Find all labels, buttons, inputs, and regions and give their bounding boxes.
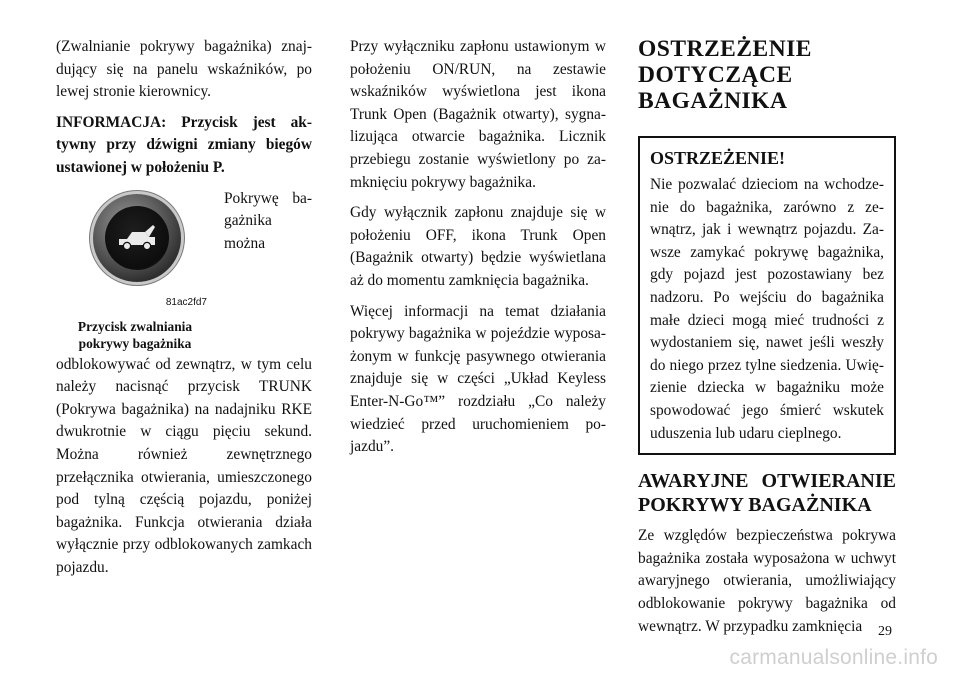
intro-paragraph: (Zwalnianie pokrywy bagażnika) znajdujący się na panelu wskaźników, po lewej stronie kierownicy.: [56, 38, 312, 101]
ignition-off-paragraph: Gdy wyłącznik zapłonu znajduje się w położeniu OFF, ikona Trunk Open (Bagażnik otwarty) będzie wyświetlana aż do momentu zamknięcia bagażnika.: [350, 204, 606, 289]
trunk-release-figure: [58, 194, 212, 352]
trunk-release-button-image: [63, 194, 207, 314]
wrap-paragraph: Pokrywę bagażnika można odblokowywać od zewnątrz, w tym celu należy nacisnąć przycisk TRUNK (Pokrywa bagażnika) na nadajniku RKE dwukrotnie w ciągu pięciu sekund. Można również zewnętrznego przełącznika otwierania, umieszczonego pod tylną częścią pojazdu, poniżej bagażnika. Funkcja otwierania działa wyłącznie przy odblokowanych zamkach pojazdu.: [56, 189, 312, 576]
watermark: carmanualsonline.info: [729, 646, 938, 669]
more-info-paragraph: Więcej informacji na temat działania pokrywy bagażnika w pojeździe wyposażonym w funkcję pasywnego otwierania znajduje się w części „Układ Keyless Enter-N-Go™” rozdziału „Co należy wiedzieć przed uruchomieniem pojazdu”.: [350, 302, 606, 456]
warning-box: [638, 136, 896, 455]
warning-text: Nie pozwalać dzieciom na wchodzenie do bagażnika, zarówno z zewnątrz, jak i wewnątrz pojazdu. Zawsze zamykać pokrywę bagażnika, gdy pojazd jest pozostawiany bez nadzoru. Po wejściu do bagażnika małe dzieci mogą mieć trudności z wydostaniem się, nawet jeśli weszły do niego przez tylne siedzenia. Uwięzienie dziecka w bagażniku może spowodować jego śmierć wskutek uduszenia lub udaru cieplnego.: [650, 176, 884, 442]
button-bezel: [93, 194, 181, 282]
column-left: [56, 36, 312, 588]
ignition-on-paragraph: Przy wyłączniku zapłonu ustawionym w położeniu ON/RUN, na zestawie wskaźników wyświetlona jest ikona Trunk Open (Bagażnik otwarty), sygnalizująca otwarcie bagażnika. Licznik przebiegu zostanie wyświetlony po zamknięciu pokrywy bagażnika.: [350, 38, 606, 191]
column-middle: [350, 36, 606, 467]
button-face: [105, 206, 169, 270]
figure-code: 81ac2fd7: [165, 296, 207, 308]
trunk-release-icon: [115, 222, 159, 252]
figure-caption: Przycisk zwalniania pokrywy bagażnika: [77, 318, 193, 351]
column-right: [638, 36, 896, 646]
section-heading: OSTRZEŻENIE DOTYCZĄCE BAGAŻNIKA: [638, 36, 812, 114]
subsection-heading: AWARYJNE OTWIERANIE POKRYWY BAGAŻNIKA: [638, 470, 896, 517]
info-note: INFORMACJA: Przycisk jest aktywny przy dźwigni zmiany biegów ustawionej w położeniu P.: [56, 113, 312, 176]
warning-title: OSTRZEŻENIE!: [650, 148, 786, 168]
emergency-release-paragraph: Ze względów bezpieczeństwa pokrywa bagażnika została wyposażona w uchwyt awaryjnego otwierania, umożliwiający odblokowanie pokrywy bagażnika od wewnątrz. W przypadku zamknięcia: [638, 527, 896, 635]
page-number: 29: [878, 624, 892, 639]
